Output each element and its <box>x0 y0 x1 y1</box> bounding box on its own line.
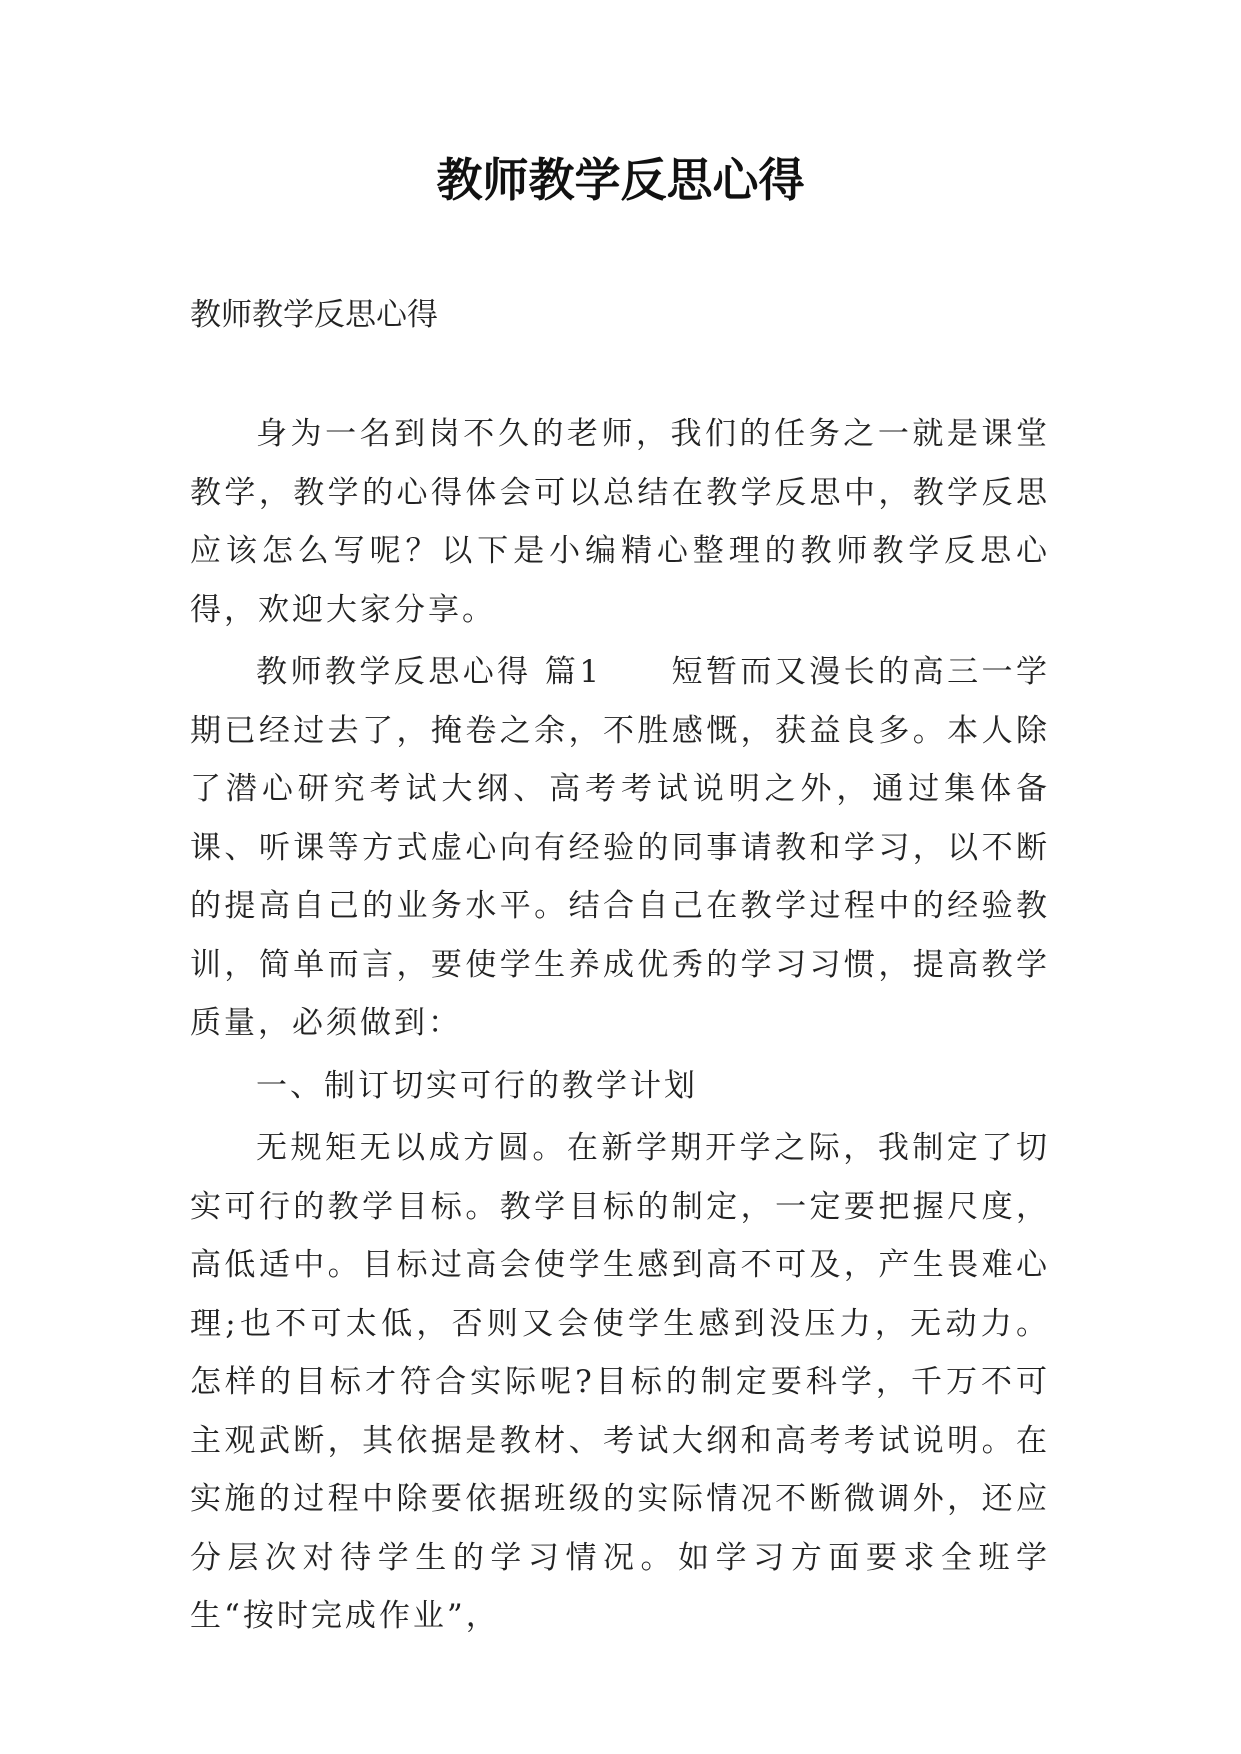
paragraph-part-1: 教师教学反思心得 篇1 短暂而又漫长的高三一学期已经过去了，掩卷之余，不胜感慨，获益良多。本人除了潜心研究考试大纲、高考考试说明之外，通过集体备课、听课等方式虚心向有经验的同事请教和学习，以不断的提高自己的业务水平。结合自己在教学过程中的经验教训，简单而言，要使学生养成优秀的学习习惯，提高教学质量，必须做到： <box>190 654 1050 1041</box>
document-subtitle: 教师教学反思心得 <box>190 297 438 333</box>
section-heading-1: 一、制订切实可行的教学计划 <box>256 1067 698 1104</box>
document-body <box>190 405 1050 1650</box>
document-title: 教师教学反思心得 <box>436 153 805 207</box>
paragraph-intro: 身为一名到岗不久的老师，我们的任务之一就是课堂教学，教学的心得体会可以总结在教学反思中，教学反思应该怎么写呢？以下是小编精心整理的教师教学反思心得，欢迎大家分享。 <box>190 416 1050 628</box>
paragraph-teaching-plan: 无规矩无以成方圆。在新学期开学之际，我制定了切实可行的教学目标。教学目标的制定，一定要把握尺度，高低适中。目标过高会使学生感到高不可及，产生畏难心理;也不可太低，否则又会使学生感到没压力，无动力。怎样的目标才符合实际呢?目标的制定要科学，千万不可主观武断，其依据是教材、考试大纲和高考考试说明。在实施的过程中除要依据班级的实际情况不断微调外，还应分层次对待学生的学习情况。如学习方面要求全班学生“按时完成作业”， <box>190 1130 1050 1634</box>
